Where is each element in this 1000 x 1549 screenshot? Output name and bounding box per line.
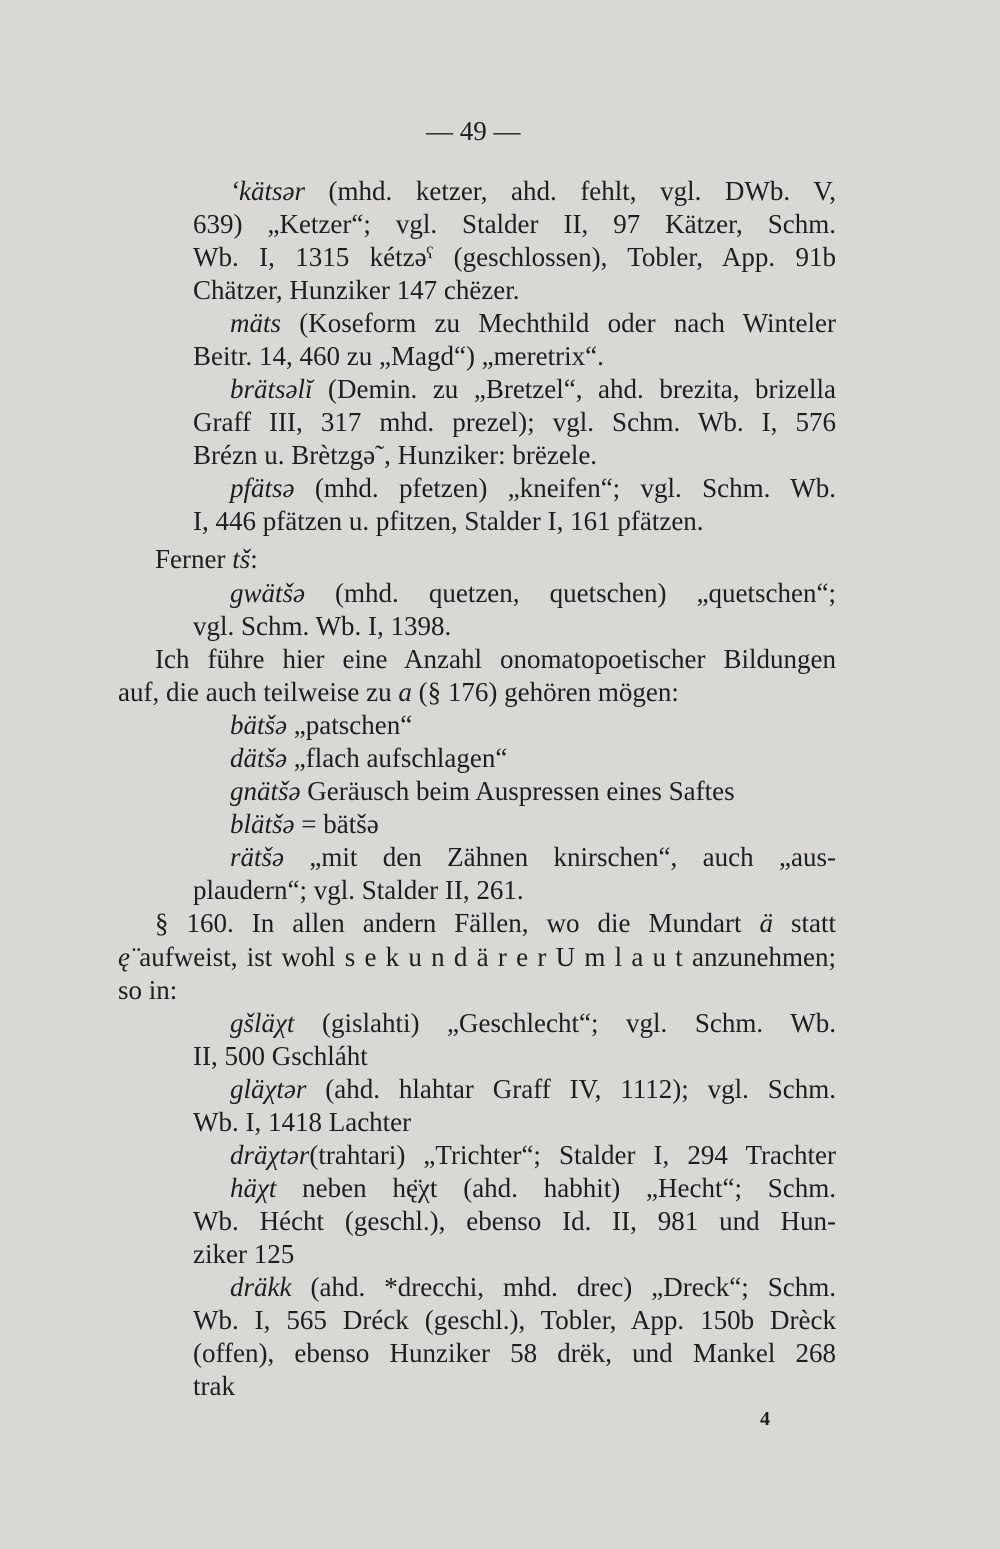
text-line: gšläχt (gislahti) „Geschlecht“; vgl. Schm. Wb. [230, 1008, 836, 1038]
text-line: Wb. I, 1315 kétzəˁ (geschlossen), Tobler, App. 91b [193, 242, 836, 272]
signature-mark: 4 [760, 1408, 770, 1430]
text-line: Graff III, 317 mhd. prezel); vgl. Schm. Wb. I, 576 [193, 407, 836, 437]
text-line: dräkk (ahd. *drecchi, mhd. drec) „Dreck“; Schm. [230, 1272, 836, 1302]
text-line: plaudern“; vgl. Stalder II, 261. [193, 875, 524, 905]
text-line: ziker 125 [193, 1239, 295, 1269]
text-line: trak [193, 1371, 235, 1401]
text-line: I, 446 pfätzen u. pfitzen, Stalder I, 161 pfätzen. [193, 506, 704, 536]
text-line: Chätzer, Hunziker 147 chëzer. [193, 275, 520, 305]
text-line: Wb. I, 565 Dréck (geschl.), Tobler, App. 150b Drèck [193, 1305, 836, 1335]
text-line: § 160. In allen andern Fällen, wo die Mundart ä statt [155, 908, 836, 938]
text-line: dätšə „flach aufschlagen“ [230, 743, 508, 773]
text-line: gwätšə (mhd. quetzen, quetschen) „quetschen“; [230, 578, 836, 608]
text-line: (offen), ebenso Hunziker 58 drëk, und Mankel 268 [193, 1338, 836, 1368]
text-line: Brézn u. Brètzgə˜, Hunziker: brëzele. [193, 440, 598, 470]
text-line: Ich führe hier eine Anzahl onomatopoetischer Bildungen [155, 644, 836, 674]
text-line: vgl. Schm. Wb. I, 1398. [193, 611, 452, 641]
text-line: auf, die auch teilweise zu a (§ 176) gehören mögen: [118, 677, 679, 707]
text-line: Ferner tš: [155, 544, 258, 574]
text-line: dräχtər(trahtari) „Trichter“; Stalder I, 294 Trachter [230, 1140, 836, 1170]
text-line: Wb. I, 1418 Lachter [193, 1107, 412, 1137]
text-line: pfätsə (mhd. pfetzen) „kneifen“; vgl. Schm. Wb. [230, 473, 836, 503]
text-line: so in: [118, 975, 178, 1005]
text-line: ‘kätsər (mhd. ketzer, ahd. fehlt, vgl. DWb. V, [230, 176, 836, 206]
text-line: gläχtər (ahd. hlahtar Graff IV, 1112); vgl. Schm. [230, 1074, 836, 1104]
page-number: — 49 — [426, 116, 521, 146]
text-line: ę̈ aufweist, ist wohl s e k u n d ä r e r U m l a u t anzunehmen; [118, 942, 836, 972]
text-line: II, 500 Gschláht [193, 1041, 368, 1071]
text-line: gnätšə Geräusch beim Auspressen eines Saftes [230, 776, 735, 806]
text-line: mäts (Koseform zu Mechthild oder nach Winteler [230, 308, 836, 338]
text-line: 639) „Ketzer“; vgl. Stalder II, 97 Kätzer, Schm. [193, 209, 836, 239]
text-line: bätšə „patschen“ [230, 710, 413, 740]
text-line: blätšə = bätšə [230, 809, 379, 839]
text-line: Wb. Hécht (geschl.), ebenso Id. II, 981 und Hun- [193, 1206, 836, 1236]
text-line: Beitr. 14, 460 zu „Magd“) „meretrix“. [193, 341, 604, 371]
text-line: rätšə „mit den Zähnen knirschen“, auch „aus- [230, 842, 836, 872]
text-line: brätsəlĭ (Demin. zu „Bretzel“, ahd. brezita, brizella [230, 374, 836, 404]
text-line: häχt neben hę̈χt (ahd. habhit) „Hecht“; Schm. [230, 1173, 836, 1203]
